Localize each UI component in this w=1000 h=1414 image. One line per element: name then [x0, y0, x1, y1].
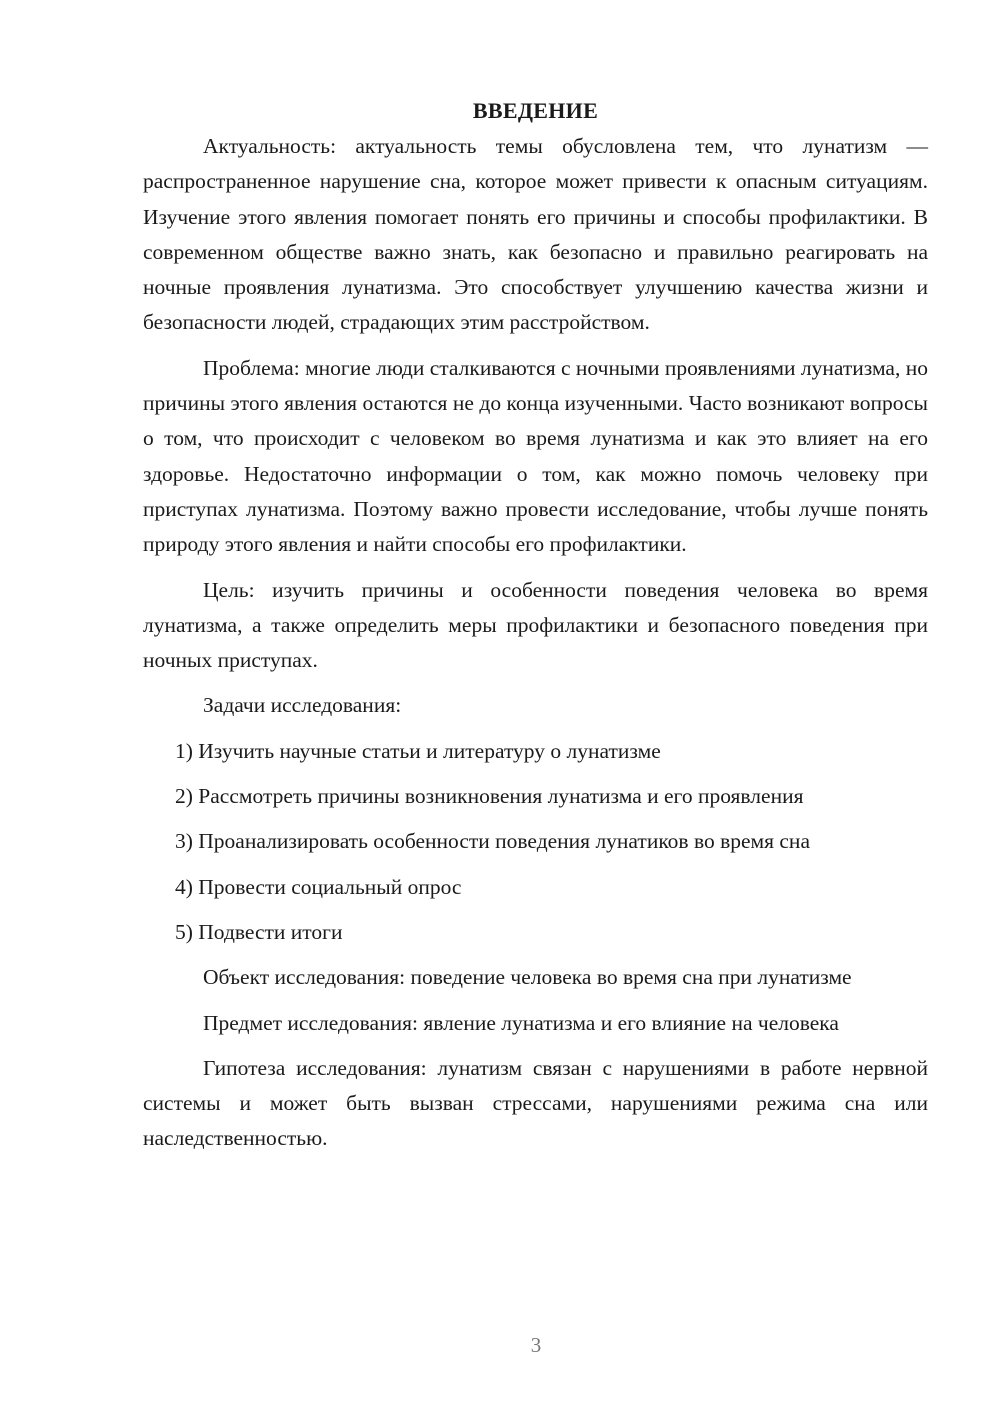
task-item: 3) Проанализировать особенности поведения лунатиков во время сна [175, 829, 810, 854]
goal-paragraph: Цель: изучить причины и особенности поведения человека во время лунатизма, а также определить меры профилактики и безопасного поведения при ночных приступах. [143, 577, 928, 673]
task-item: 5) Подвести итоги [175, 919, 343, 944]
problem-paragraph: Проблема: многие люди сталкиваются с ночными проявлениями лунатизма, но причины этого явления остаются не до конца изученными. Часто возникают вопросы о том, что происходит с человеком во время лунатизма и как это влияет на его здоровье. Недостаточно информации о том, как можно помочь человеку при приступах лунатизма. Поэтому важно провести исследование, чтобы лучше понять природу этого явления и найти способы его профилактики. [143, 355, 928, 557]
page-number: 3 [530, 1333, 542, 1357]
task-item: 4) Провести социальный опрос [175, 874, 462, 899]
object-paragraph: Объект исследования: поведение человека во время сна при лунатизме [203, 965, 852, 990]
task-item: 2) Рассмотреть причины возникновения лунатизма и его проявления [175, 784, 804, 809]
subject-paragraph: Предмет исследования: явление лунатизма и его влияние на человека [203, 1010, 839, 1035]
document-page [143, 94, 928, 1157]
page-title: ВВЕДЕНИЕ [472, 98, 599, 123]
relevance-paragraph: Актуальность: актуальность темы обусловлена тем, что лунатизм — распространенное нарушение сна, которое может привести к опасным ситуациям. Изучение этого явления помогает понять его причины и способы профилактики. В современном обществе важно знать, как безопасно и правильно реагировать на ночные проявления лунатизма. Это способствует улучшению качества жизни и безопасности людей, страдающих этим расстройством. [143, 134, 928, 335]
tasks-list [143, 734, 928, 950]
task-item: 1) Изучить научные статьи и литературу о лунатизме [175, 738, 661, 763]
tasks-heading: Задачи исследования: [203, 693, 402, 718]
hypothesis-paragraph: Гипотеза исследования: лунатизм связан с нарушениями в работе нервной системы и может быть вызван стрессами, нарушениями режима сна или наследственностью. [143, 1055, 928, 1151]
